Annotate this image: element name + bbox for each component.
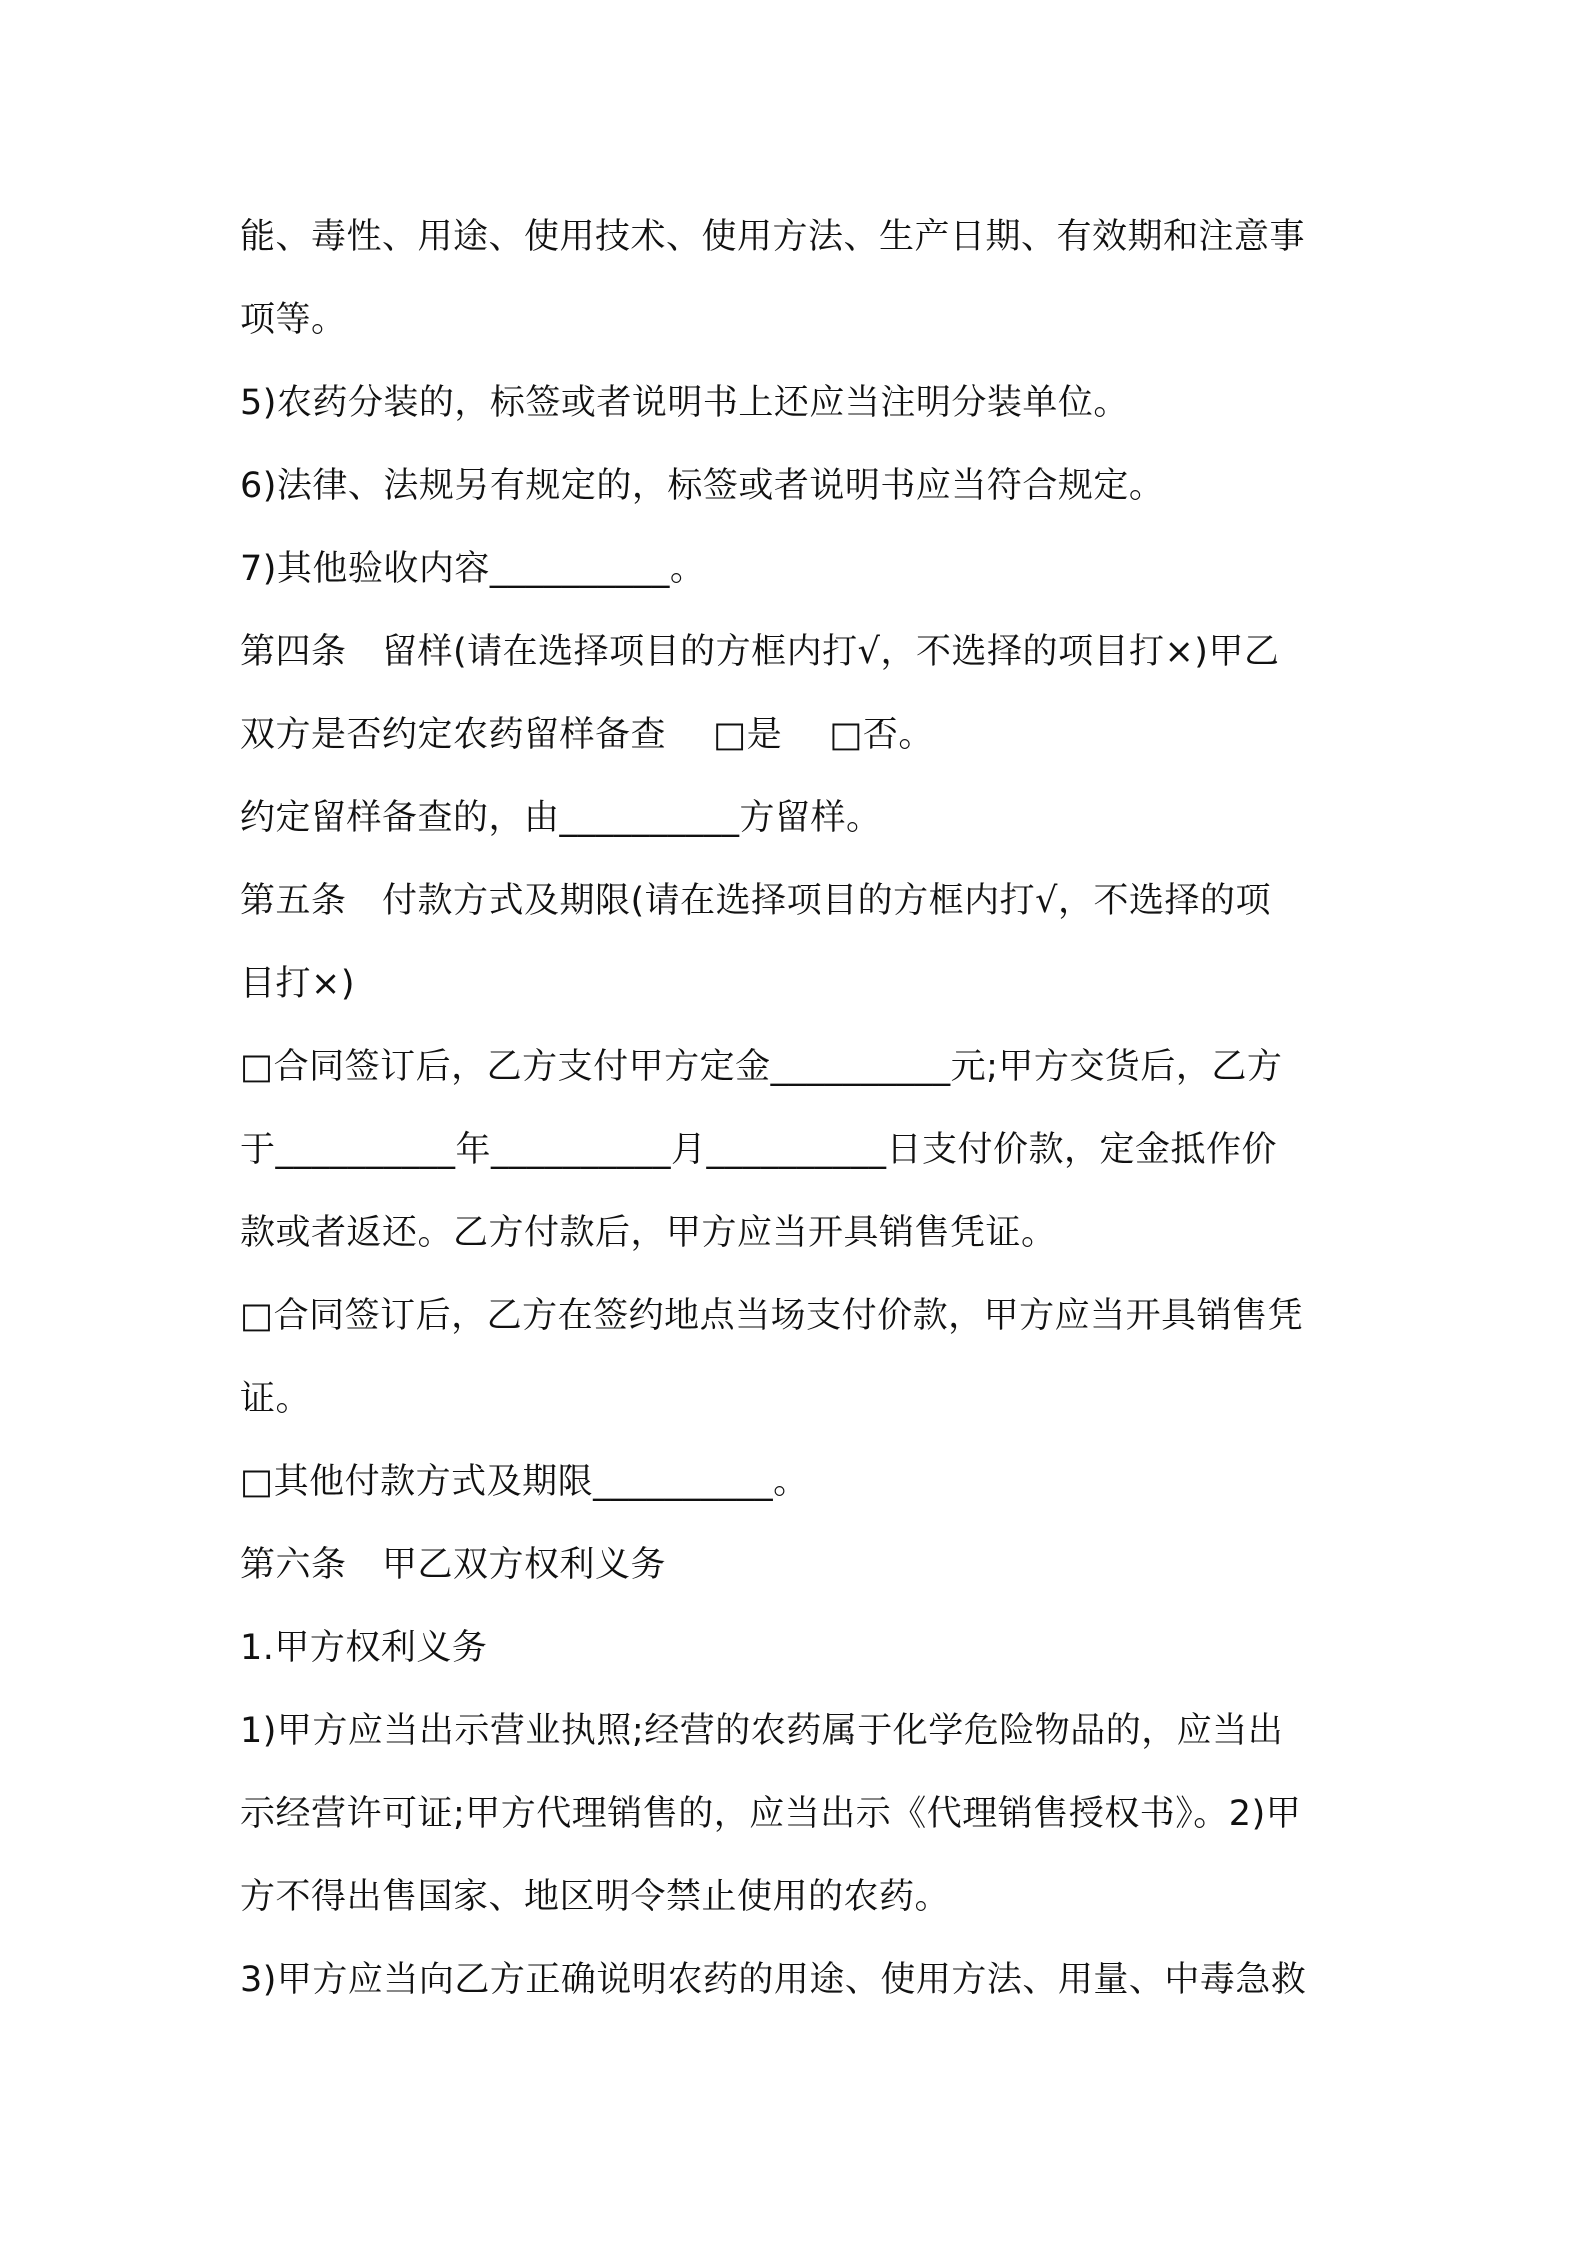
text-line: 方不得出售国家、地区明令禁止使用的农药。 [240, 1877, 951, 1917]
article-heading-4: 第四条 留样(请在选择项目的方框内打√，不选择的项目打×)甲乙 [240, 632, 1280, 672]
payment-option-3: □其他付款方式及期限__________。 [240, 1462, 809, 1502]
payment-option-2: □合同签订后，乙方在签约地点当场支付价款，甲方应当开具销售凭 [240, 1296, 1304, 1336]
text-line: 项等。 [240, 300, 347, 340]
document-body [240, 196, 1360, 2022]
text-line: 能、毒性、用途、使用技术、使用方法、生产日期、有效期和注意事 [240, 217, 1306, 257]
text-line: 7)其他验收内容__________。 [240, 549, 706, 589]
payment-option-1: □合同签订后，乙方支付甲方定金__________元;甲方交货后，乙方 [240, 1047, 1283, 1087]
text-line: 3)甲方应当向乙方正确说明农药的用途、使用方法、用量、中毒急救 [240, 1960, 1307, 2000]
text-line: 款或者返还。乙方付款后，甲方应当开具销售凭证。 [240, 1213, 1057, 1253]
text-line: 于__________年__________月__________日支付价款，定金抵作价 [240, 1130, 1278, 1170]
text-line: 目打×) [240, 964, 355, 1004]
text-line: 6)法律、法规另有规定的，标签或者说明书应当符合规定。 [240, 466, 1165, 506]
text-line: 约定留样备查的，由__________方留样。 [240, 798, 882, 838]
text-line: 5)农药分装的，标签或者说明书上还应当注明分装单位。 [240, 383, 1129, 423]
article-heading-6: 第六条 甲乙双方权利义务 [240, 1545, 667, 1585]
section-heading: 1.甲方权利义务 [240, 1628, 488, 1668]
text-line: 示经营许可证;甲方代理销售的，应当出示《代理销售授权书》。2)甲 [240, 1794, 1302, 1834]
article-heading-5: 第五条 付款方式及期限(请在选择项目的方框内打√，不选择的项 [240, 881, 1271, 921]
text-line: 双方是否约定农药留样备查 □是 □否。 [240, 715, 934, 755]
text-line: 证。 [240, 1379, 312, 1419]
text-line: 1)甲方应当出示营业执照;经营的农药属于化学危险物品的，应当出 [240, 1711, 1284, 1751]
